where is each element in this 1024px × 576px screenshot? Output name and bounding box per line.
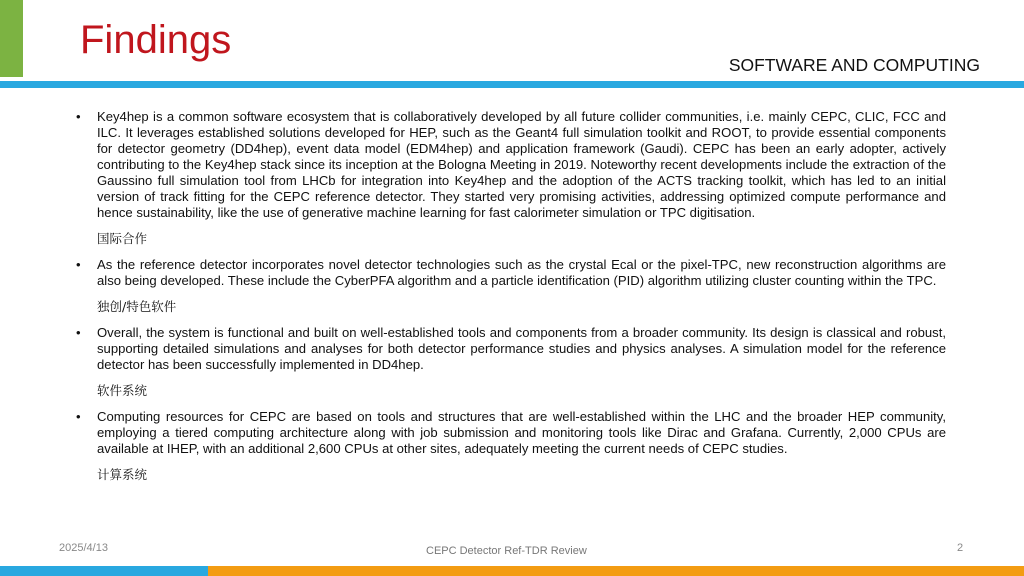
- bullet-note: 国际合作: [97, 231, 148, 246]
- footer-bar-orange: [208, 566, 1024, 576]
- bullet-item: [76, 325, 946, 373]
- footer-title: CEPC Detector Ref-TDR Review: [426, 545, 587, 557]
- bullet-dot: •: [76, 325, 81, 340]
- bullet-text: Computing resources for CEPC are based on tools and structures that are well-established within the LHC and the broader HEP community, employing a tiered computing architecture along with job submission and monitoring tools like Dirac and Grafana. Currently, 2,000 CPUs are available at IHEP, with an additional 2,600 CPUs at other sites, adequately meeting the current needs of CEPC studies.: [97, 409, 946, 456]
- bullet-item: [76, 409, 946, 457]
- section-label: SOFTWARE AND COMPUTING: [728, 55, 980, 75]
- bullet-item: [76, 257, 946, 289]
- footer-date: 2025/4/13: [59, 542, 108, 554]
- footer-bar-blue: [0, 566, 208, 576]
- title-accent-block: [0, 0, 23, 77]
- bullet-text: Key4hep is a common software ecosystem that is collaboratively developed by all future collider communities, i.e. mainly CEPC, CLIC, FCC and ILC. It leverages established solutions developed for HEP, such as the Geant4 full simulation toolkit and ROOT, to provide essential components for detector geometry (DD4hep), event data model (EDM4hep) and application framework (Gaudi). CEPC has been an early adopter, actively contributing to the Key4hep stack since its inception at the Bologna Meeting in 2019. Noteworthy recent developments include the extraction of the Gaussino full simulation tool from LHCb for integration into Key4hep and the adoption of the ACTS tracking toolkit, which has led to an initial version of track fitting for the CEPC reference detector. They started very promising activities, addressing optimized compute performance and hence sustainability, like the use of generative machine learning for fast calorimeter simulation or TPC digitisation.: [97, 109, 946, 220]
- slide-body: [76, 109, 946, 493]
- bullet-dot: •: [76, 257, 81, 272]
- bullet-note: 独创/特色软件: [97, 299, 177, 314]
- bullet-note: 计算系统: [97, 467, 148, 482]
- bullet-text: Overall, the system is functional and built on well-established tools and components from a broader community. Its design is classical and robust, supporting detailed simulations and analyses for both detector performance studies and physics analyses. A simulation model for the reference detector has been successfully implemented in DD4hep.: [97, 325, 946, 372]
- bullet-note: 软件系统: [97, 383, 148, 398]
- slide-title: Findings: [80, 18, 232, 62]
- bullet-dot: •: [76, 409, 81, 424]
- page-number: 2: [957, 542, 964, 554]
- bullet-dot: •: [76, 109, 81, 124]
- bullet-text: As the reference detector incorporates novel detector technologies such as the crystal Ecal or the pixel-TPC, new reconstruction algorithms are also being developed. These include the CyberPFA algorithm and a particle identification (PID) algorithm utilizing cluster counting within the TPC.: [97, 257, 946, 288]
- header-divider: [0, 81, 1024, 88]
- bullet-item: [76, 109, 946, 221]
